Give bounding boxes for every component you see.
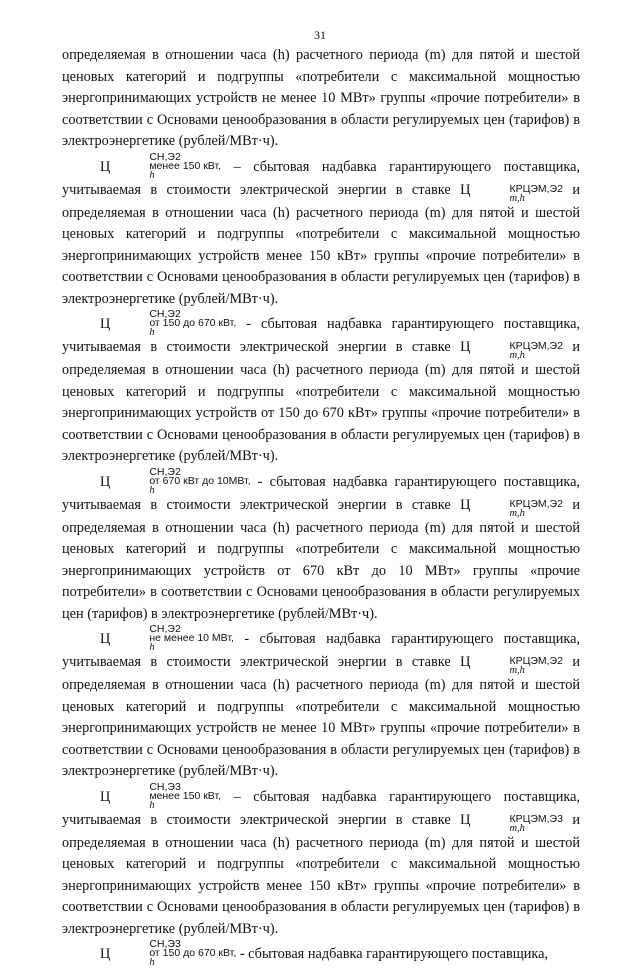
rate-symbol bbox=[460, 811, 563, 834]
definition-text-continued: и определяемая в отношении часа (h) расчетного периода (m) для пятой и шестой ценовых категорий и подгруппы «потребители с максимальной мощностью энергопринимающих устройств менее 150 кВт» группы «прочие потребители» в соответствии с Основами ценообразования в области регулируемых цен (тарифов) в электроэнергетике (рублей/МВт·ч). bbox=[62, 181, 580, 307]
rate-symbol-subscript-index: m,h bbox=[509, 192, 525, 204]
definition-text: сбытовая надбавка гарантирующего поставщика, учитываемая в стоимости электрической энергии в ставке bbox=[62, 473, 581, 513]
tariff-symbol-indices bbox=[111, 625, 234, 652]
definition-dash: – bbox=[233, 158, 241, 175]
tariff-symbol-base: Ц bbox=[100, 473, 111, 490]
tariff-symbol-superscript: СН,Э3 bbox=[149, 780, 181, 793]
document-body bbox=[62, 45, 580, 967]
rate-symbol-subscript bbox=[471, 351, 562, 360]
tariff-symbol-subscript-index: h bbox=[149, 327, 155, 338]
tariff-symbol-superscript: СН,Э2 bbox=[149, 623, 181, 635]
rate-symbol-indices bbox=[471, 812, 563, 834]
tariff-symbol-base: Ц bbox=[100, 158, 111, 175]
rate-symbol-subscript-index: m,h bbox=[509, 507, 525, 519]
definition-text: сбытовая надбавка гарантирующего поставщика, bbox=[248, 946, 549, 962]
rate-symbol-subscript-index: m,h bbox=[509, 822, 525, 834]
rate-symbol-subscript bbox=[471, 194, 562, 203]
rate-symbol bbox=[460, 496, 563, 519]
page-number: 31 bbox=[314, 28, 326, 42]
definition-dash: - bbox=[239, 946, 245, 962]
definition-text-continued: и определяемая в отношении часа (h) расчетного периода (m) для пятой и шестой ценовых категорий и подгруппы «потребители с максимальной мощностью энергопринимающих устройств не менее 10 МВт» группы «прочие потребители» в соответствии с Основами ценообразования в области регулируемых цен (тарифов) в электроэнергетике (рублей/МВт·ч). bbox=[62, 654, 580, 779]
tariff-symbol-indices bbox=[111, 150, 222, 181]
definition-text: сбытовая надбавка гарантирующего поставщика, учитываемая в стоимости электрической энергии в ставке bbox=[62, 158, 581, 198]
rate-symbol-indices bbox=[471, 657, 562, 675]
rate-symbol-base: Ц bbox=[460, 654, 471, 670]
definition-paragraph bbox=[62, 310, 580, 468]
tariff-symbol-base: Ц bbox=[100, 788, 111, 805]
definition-paragraph bbox=[62, 150, 581, 311]
definition-paragraph bbox=[62, 465, 581, 626]
rate-symbol bbox=[460, 339, 563, 361]
definition-paragraph bbox=[62, 625, 580, 783]
tariff-symbol bbox=[100, 780, 222, 811]
definition-text: сбытовая надбавка гарантирующего поставщика, учитываемая в стоимости электрической энергии в ставке bbox=[62, 631, 581, 670]
tariff-symbol-subscript-index: h bbox=[149, 169, 155, 181]
definition-dash: - bbox=[257, 473, 263, 490]
definition-paragraph bbox=[62, 780, 581, 941]
rate-symbol-base: Ц bbox=[460, 811, 471, 828]
tariff-symbol-subscript-index: h bbox=[149, 957, 155, 968]
rate-symbol-subscript bbox=[471, 666, 562, 675]
tariff-symbol-subscript: от 670 кВт до 10МВт, h bbox=[111, 477, 250, 495]
rate-symbol-subscript bbox=[471, 509, 562, 518]
tariff-symbol-subscript: менее 150 кВт, h bbox=[111, 792, 221, 810]
tariff-symbol bbox=[100, 308, 237, 338]
definition-text-continued: и определяемая в отношении часа (h) расчетного периода (m) для пятой и шестой ценовых категорий и подгруппы «потребители с максимальной мощностью энергопринимающих устройств менее 150 кВт» группы «прочие потребители» в соответствии с Основами ценообразования в области регулируемых цен (тарифов) в электроэнергетике (рублей/МВт·ч). bbox=[62, 811, 580, 937]
rate-symbol-indices bbox=[471, 182, 563, 204]
definition-text: сбытовая надбавка гарантирующего поставщика, учитываемая в стоимости электрической энергии в ставке bbox=[62, 788, 581, 828]
tariff-symbol-subscript: от 150 до 670 кВт, h bbox=[111, 319, 236, 337]
definition-text: сбытовая надбавка гарантирующего поставщика, учитываемая в стоимости электрической энергии в ставке bbox=[62, 316, 581, 355]
tariff-symbol bbox=[100, 938, 237, 968]
tariff-symbol-base: Ц bbox=[100, 946, 111, 962]
tariff-symbol-superscript: СН,Э3 bbox=[149, 938, 181, 950]
tariff-symbol-indices bbox=[111, 940, 236, 967]
rate-symbol-superscript: КРЦЭМ,Э2 bbox=[509, 497, 563, 510]
rate-symbol-base: Ц bbox=[460, 181, 471, 198]
tariff-symbol-subscript-index: h bbox=[149, 799, 155, 811]
tariff-symbol-subscript: не менее 10 МВт, h bbox=[111, 634, 234, 652]
tariff-symbol-indices bbox=[111, 310, 236, 337]
rate-symbol-superscript: КРЦЭМ,Э3 bbox=[509, 812, 563, 825]
rate-symbol-superscript: КРЦЭМ,Э2 bbox=[509, 655, 563, 667]
tariff-symbol-indices bbox=[111, 465, 251, 496]
tariff-symbol-superscript: СН,Э2 bbox=[149, 308, 181, 320]
definition-dash: - bbox=[244, 631, 250, 647]
tariff-symbol-subscript-index: h bbox=[149, 642, 155, 653]
definitions-list bbox=[62, 150, 581, 968]
definition-dash: – bbox=[233, 788, 241, 805]
definition-dash: - bbox=[246, 316, 251, 332]
tariff-symbol-subscript-index: h bbox=[149, 484, 155, 496]
tariff-symbol-superscript: СН,Э2 bbox=[149, 465, 181, 478]
rate-symbol-subscript-index: m,h bbox=[509, 665, 525, 676]
tariff-symbol-subscript: менее 150 кВт, h bbox=[111, 162, 221, 180]
rate-symbol-superscript: КРЦЭМ,Э2 bbox=[509, 182, 563, 195]
rate-symbol-base: Ц bbox=[460, 339, 471, 355]
tariff-symbol-base: Ц bbox=[100, 631, 111, 647]
rate-symbol-base: Ц bbox=[460, 496, 471, 513]
rate-symbol bbox=[460, 181, 563, 204]
rate-symbol-indices bbox=[471, 342, 562, 360]
tariff-symbol-superscript: СН,Э2 bbox=[149, 150, 181, 163]
definition-paragraph bbox=[62, 940, 580, 967]
tariff-symbol-subscript: от 150 до 670 кВт, h bbox=[111, 949, 236, 967]
tariff-symbol-indices bbox=[111, 780, 222, 811]
tariff-symbol bbox=[100, 465, 251, 496]
tariff-symbol bbox=[100, 623, 234, 653]
rate-symbol-subscript-index: m,h bbox=[509, 350, 525, 361]
definition-text-continued: и определяемая в отношении часа (h) расчетного периода (m) для пятой и шестой ценовых категорий и подгруппы «потребители с максимальной мощностью энергопринимающих устройств от 150 до 670 кВт» группы «прочие потребители» в соответствии с Основами ценообразования в области регулируемых цен (тарифов) в электроэнергетике (рублей/МВт·ч). bbox=[62, 339, 580, 464]
intro-paragraph: определяемая в отношении часа (h) расчетного периода (m) для пятой и шестой ценовых категорий и подгруппы «потребители с максимальной мощностью энергопринимающих устройств не менее 10 МВт» группы «прочие потребители» в соответствии с Основами ценообразования в области регулируемых цен (тарифов) в электроэнергетике (рублей/МВт·ч). bbox=[62, 47, 580, 149]
rate-symbol bbox=[460, 654, 563, 676]
rate-symbol-superscript: КРЦЭМ,Э2 bbox=[509, 340, 563, 352]
tariff-symbol bbox=[100, 150, 222, 181]
tariff-symbol-base: Ц bbox=[100, 316, 111, 332]
definition-text-continued: и определяемая в отношении часа (h) расчетного периода (m) для пятой и шестой ценовых категорий и подгруппы «потребители с максимальной мощностью энергопринимающих устройств от 670 кВт до 10 МВт» группы «прочие потребители» в соответствии с Основами ценообразования в области регулируемых цен (тарифов) в электроэнергетике (рублей/МВт·ч). bbox=[62, 496, 580, 622]
rate-symbol-subscript bbox=[471, 824, 562, 833]
rate-symbol-indices bbox=[471, 497, 563, 519]
